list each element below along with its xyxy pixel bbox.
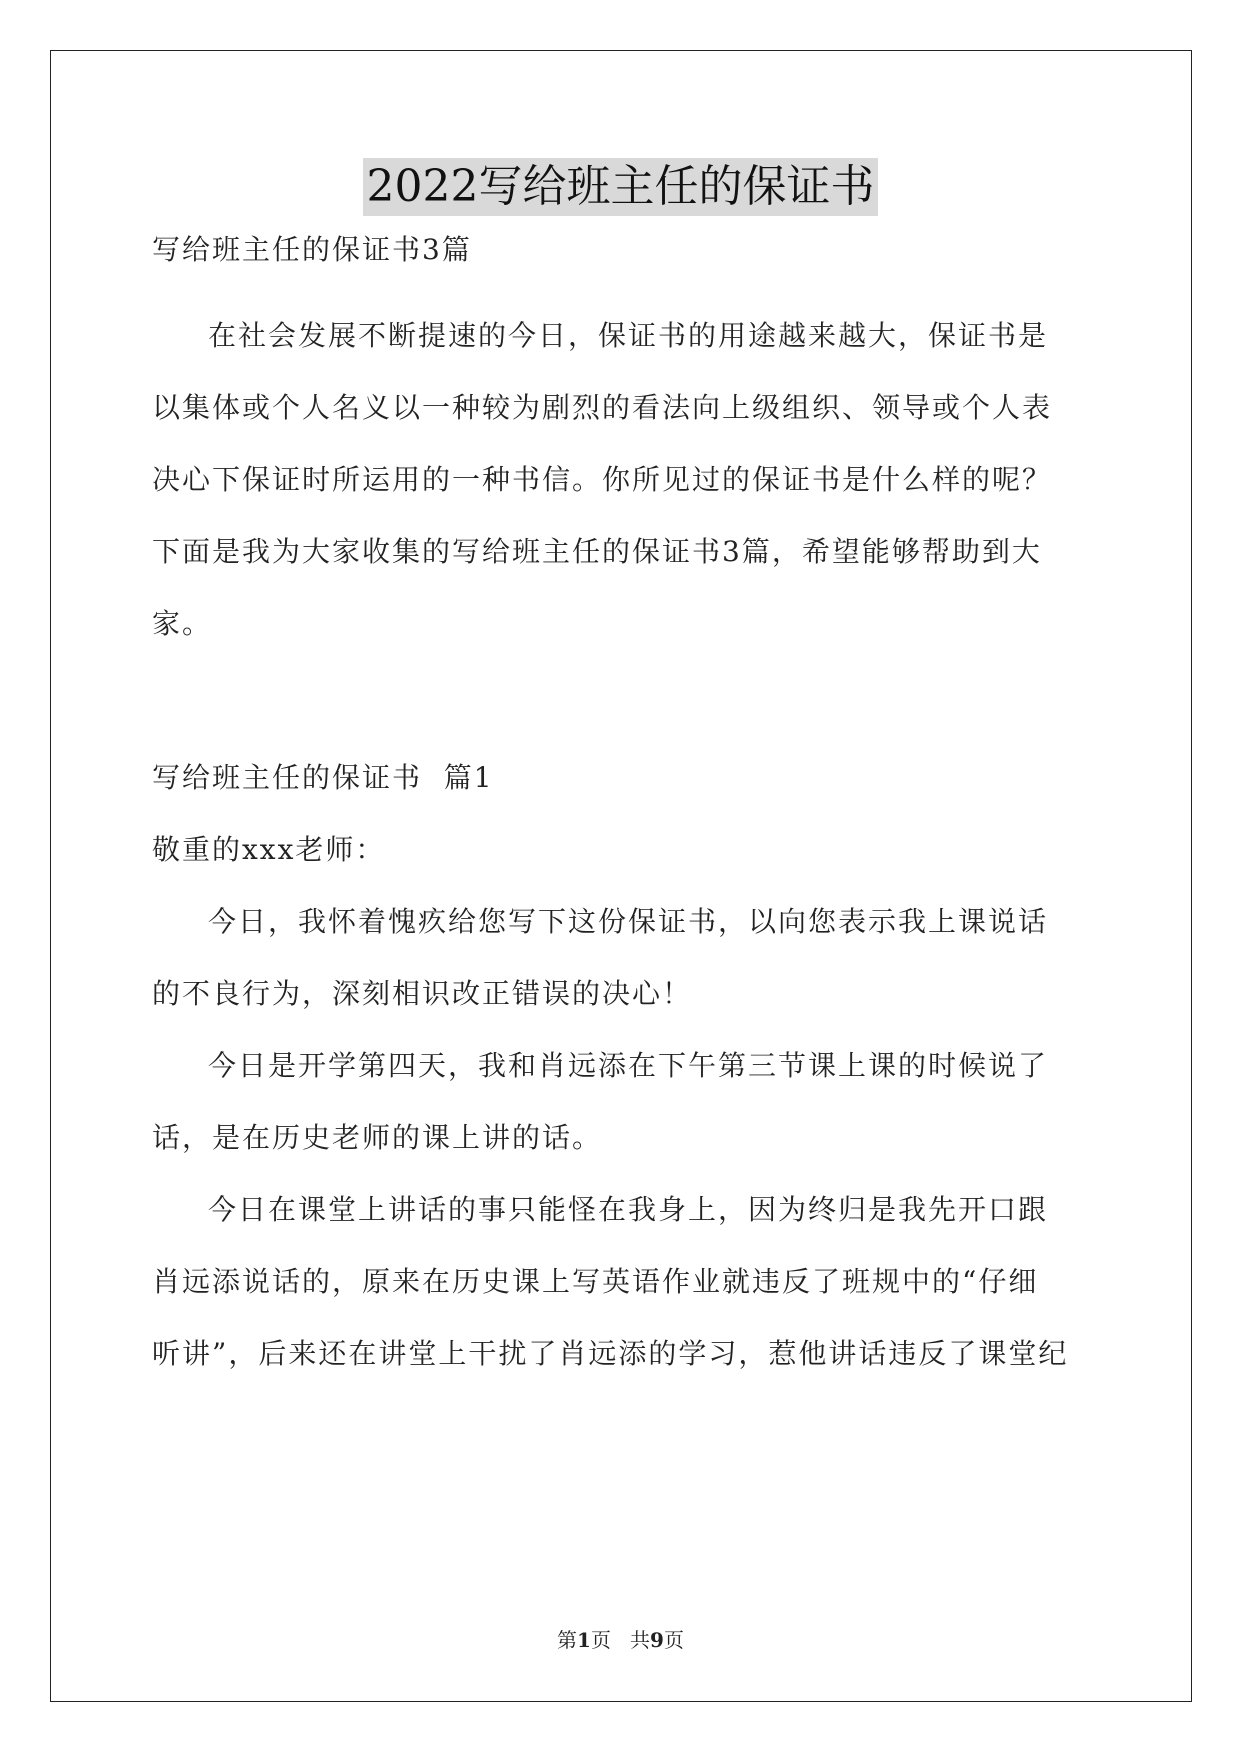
footer-page-suffix: 页 (663, 1628, 684, 1652)
title-container (0, 158, 1241, 216)
intro-line-1: 在社会发展不断提速的今日，保证书的用途越来越大，保证书是 (208, 319, 1049, 352)
body-line-1: 今日，我怀着愧疚给您写下这份保证书，以向您表示我上课说话 (208, 905, 1049, 938)
intro-line-4: 下面是我为大家收集的写给班主任的保证书3篇，希望能够帮助到大 (152, 535, 1042, 568)
intro-line-3: 决心下保证时所运用的一种书信。你所见过的保证书是什么样的呢？ (152, 463, 1053, 496)
subtitle: 写给班主任的保证书3篇 (152, 233, 472, 266)
footer-page-mid: 页 共 (590, 1628, 651, 1652)
body-line-4: 话，是在历史老师的课上讲的话。 (152, 1121, 603, 1154)
intro-line-5: 家。 (152, 607, 213, 640)
page-border (50, 50, 1192, 1702)
intro-line-2: 以集体或个人名义以一种较为剧烈的看法向上级组织、领导或个人表 (152, 391, 1053, 424)
body-line-7: 听讲”，后来还在讲堂上干扰了肖远添的学习，惹他讲话违反了课堂纪 (152, 1337, 1069, 1370)
footer-page-number: 1 (577, 1628, 591, 1652)
section-heading: 写给班主任的保证书 篇1 (152, 761, 494, 794)
body-line-5: 今日在课堂上讲话的事只能怪在我身上，因为终归是我先开口跟 (208, 1193, 1049, 1226)
footer-page-prefix: 第 (557, 1628, 578, 1652)
footer-page-total: 9 (650, 1628, 664, 1652)
body-line-6: 肖远添说话的，原来在历史课上写英语作业就违反了班规中的“仔细 (152, 1265, 1039, 1298)
page-footer (0, 1627, 1241, 1653)
body-line-2: 的不良行为，深刻相识改正错误的决心！ (152, 977, 693, 1010)
salutation: 敬重的xxx老师： (152, 833, 386, 866)
body-line-3: 今日是开学第四天，我和肖远添在下午第三节课上课的时候说了 (208, 1049, 1049, 1082)
document-title: 2022写给班主任的保证书 (363, 158, 879, 216)
